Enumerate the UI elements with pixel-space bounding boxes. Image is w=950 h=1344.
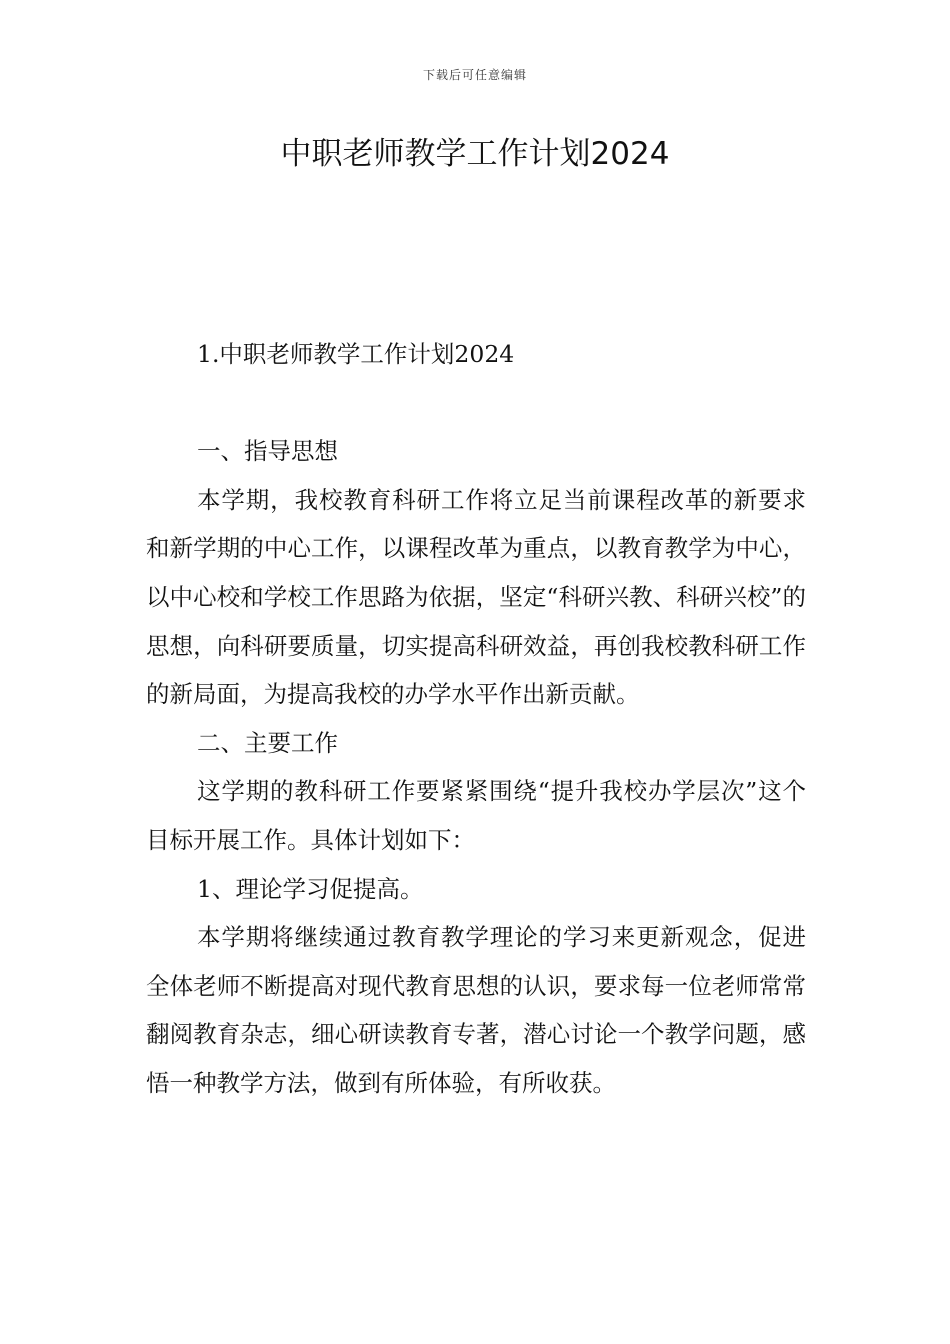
heading-guiding-ideology: 一、指导思想 bbox=[197, 437, 338, 466]
paragraph-theory-study: 本学期将继续通过教育教学理论的学习来更新观念，促进全体老师不断提高对现代教育思想的认识，要求每一位老师常常翻阅教育杂志，细心研读教育专著，潜心讨论一个教学问题，感悟一种教学方法，做到有所体验，有所收获。 bbox=[146, 923, 806, 1097]
paragraph-main-work: 这学期的教科研工作要紧紧围绕“提升我校办学层次”这个目标开展工作。具体计划如下： bbox=[146, 777, 806, 854]
document-body bbox=[146, 330, 806, 1108]
paragraph-guiding-ideology: 本学期，我校教育科研工作将立足当前课程改革的新要求和新学期的中心工作，以课程改革为重点，以教育教学为中心，以中心校和学校工作思路为依据，坚定“科研兴教、科研兴校”的思想，向科研要质量，切实提高科研效益，再创我校教科研工作的新局面，为提高我校的办学水平作出新贡献。 bbox=[146, 485, 806, 709]
document-title: 中职老师教学工作计划2024 bbox=[280, 136, 670, 172]
header-note: 下载后可任意编辑 bbox=[422, 68, 527, 82]
heading-main-work: 二、主要工作 bbox=[197, 728, 338, 757]
spacer bbox=[146, 379, 806, 428]
section-title: 1.中职老师教学工作计划2024 bbox=[197, 340, 515, 368]
heading-theory-study: 1、理论学习促提高。 bbox=[197, 874, 424, 903]
